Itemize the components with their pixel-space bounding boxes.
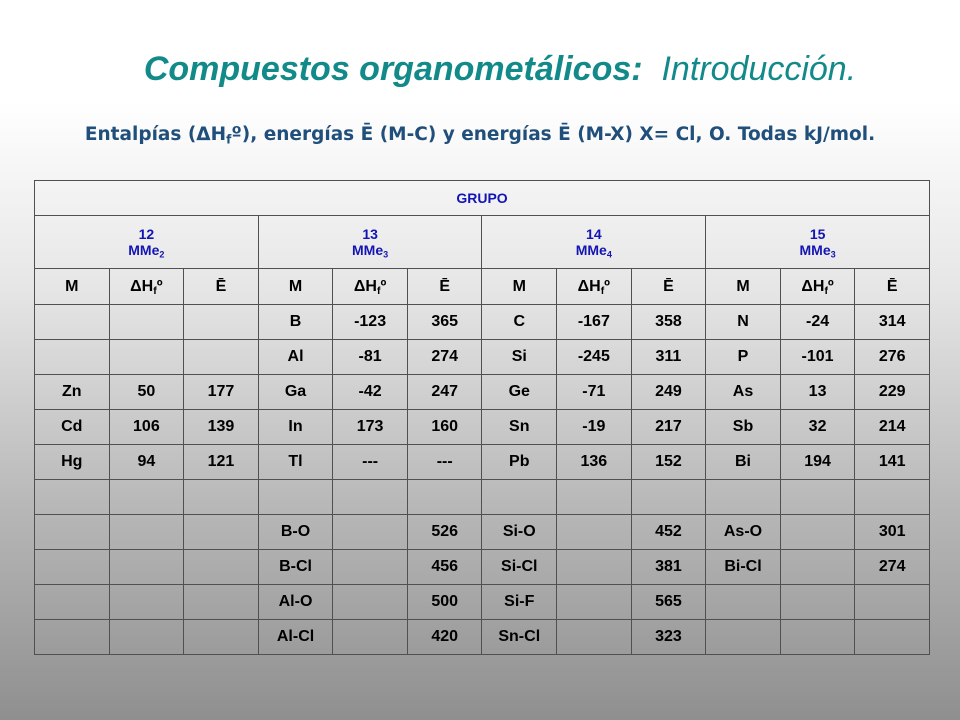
table-cell [258,480,333,515]
table-cell: Al-O [258,585,333,620]
table-cell: 173 [333,410,408,445]
table-cell: 311 [631,340,706,375]
table-cell: -71 [557,375,632,410]
col-label-enthalpy [333,269,408,305]
table-cell: -19 [557,410,632,445]
table-cell [557,480,632,515]
slide-title [0,48,960,90]
table-cell [109,515,184,550]
subtitle-sub-f: f [226,132,232,147]
table-cell: Sn [482,410,557,445]
table-cell: 136 [557,445,632,480]
table-cell [109,340,184,375]
table-cell: --- [407,445,482,480]
table-cell: In [258,410,333,445]
table-cell: Ge [482,375,557,410]
table-cell: -167 [557,305,632,340]
group-formula: MMe [799,242,831,258]
table-cell [780,585,855,620]
enthalpy-subscript: f [600,285,605,297]
col-label-metal: M [35,269,110,305]
group-cell [482,216,706,269]
group-number: 12 [138,226,155,242]
table-row [35,305,930,340]
table-cell: 229 [855,375,930,410]
group-formula: MMe [352,242,384,258]
table-cell: 276 [855,340,930,375]
group-cell [258,216,482,269]
table-cell: Hg [35,445,110,480]
table-cell: 249 [631,375,706,410]
column-label-row [35,269,930,305]
table-cell [35,620,110,655]
group-formula: MMe [575,242,607,258]
table-cell: Bi-Cl [706,550,781,585]
table-cell: 274 [407,340,482,375]
table-cell: P [706,340,781,375]
table-cell: Sb [706,410,781,445]
table-cell: N [706,305,781,340]
table-cell [333,585,408,620]
table-cell [780,515,855,550]
table-cell: 177 [184,375,259,410]
table-cell [184,480,259,515]
group-formula: MMe [128,242,160,258]
enthalpy-degree: º [156,277,163,295]
table-cell [855,480,930,515]
table-cell: C [482,305,557,340]
table-cell: -245 [557,340,632,375]
table-cell [184,550,259,585]
group-cell [35,216,259,269]
group-formula-subscript: 3 [830,249,836,260]
table-cell [855,585,930,620]
table-cell: Tl [258,445,333,480]
col-label-energy: Ē [407,269,482,305]
group-number: 15 [809,226,826,242]
enthalpy-symbol: ΔH [130,277,154,295]
table-header-row [35,181,930,216]
table-cell: 94 [109,445,184,480]
table-cell [557,620,632,655]
table-cell [109,305,184,340]
table-cell: 323 [631,620,706,655]
table-cell [109,550,184,585]
table-cell: Pb [482,445,557,480]
subtitle-part2: º), energías Ē (M-C) y energías Ē (M-X) X= Cl, O. Todas kJ/mol. [231,124,876,145]
table-cell: Sn-Cl [482,620,557,655]
table-cell [631,480,706,515]
table-cell: Bi [706,445,781,480]
table-body [35,181,930,655]
table-cell: B-O [258,515,333,550]
group-number: 13 [362,226,378,242]
table-cell: 500 [407,585,482,620]
enthalpy-subscript: f [376,285,381,297]
table-cell: 381 [631,550,706,585]
table-cell: Al [258,340,333,375]
organometallic-data-table [34,180,930,655]
title-secondary: Introducción [661,50,847,88]
table-cell: 314 [855,305,930,340]
col-label-energy: Ē [184,269,259,305]
table-cell: 141 [855,445,930,480]
table-cell: Ga [258,375,333,410]
table-cell [482,480,557,515]
enthalpy-symbol: ΔH [801,277,825,295]
table-cell [109,620,184,655]
table-cell: 358 [631,305,706,340]
table-cell [706,620,781,655]
table-cell: 452 [631,515,706,550]
table-cell [35,515,110,550]
enthalpy-degree: º [604,277,611,295]
table-cell: Al-Cl [258,620,333,655]
table-cell [706,585,781,620]
table-row [35,550,930,585]
table-row [35,620,930,655]
table-cell: 152 [631,445,706,480]
table-cell [109,480,184,515]
table-cell: 214 [855,410,930,445]
table-cell [35,585,110,620]
group-formula-subscript: 3 [383,249,389,260]
table-cell [407,480,482,515]
table-cell [35,305,110,340]
slide-subtitle [0,124,960,145]
table-cell [35,550,110,585]
table-cell: --- [333,445,408,480]
table-cell [333,480,408,515]
table-cell [184,340,259,375]
subtitle-part1: Entalpías (ΔH [84,124,227,145]
table-cell [35,340,110,375]
table-cell: 217 [631,410,706,445]
table-cell: 160 [407,410,482,445]
table-cell: 274 [855,550,930,585]
table-row [35,375,930,410]
table-row [35,585,930,620]
table-cell: 526 [407,515,482,550]
table-cell [35,480,110,515]
table-cell: -42 [333,375,408,410]
table-cell: 106 [109,410,184,445]
table-cell: 50 [109,375,184,410]
table-cell [184,515,259,550]
table-cell [557,550,632,585]
col-label-enthalpy [780,269,855,305]
table-cell [557,585,632,620]
table-row [35,445,930,480]
table-cell [109,585,184,620]
table-cell [184,620,259,655]
table-cell [333,620,408,655]
table-cell: 365 [407,305,482,340]
group-cell [706,216,930,269]
table-cell [557,515,632,550]
table-cell: -24 [780,305,855,340]
table-cell: Zn [35,375,110,410]
enthalpy-symbol: ΔH [353,277,377,295]
col-label-energy: Ē [631,269,706,305]
table-cell [184,305,259,340]
group-formula-subscript: 4 [606,249,612,260]
table-cell: 247 [407,375,482,410]
table-row [35,340,930,375]
group-number: 14 [586,226,602,242]
enthalpy-degree: º [827,277,834,295]
enthalpy-subscript: f [153,285,157,297]
col-label-enthalpy [557,269,632,305]
enthalpy-subscript: f [824,285,828,297]
table-cell: -101 [780,340,855,375]
table-cell: Si [482,340,557,375]
group-formula-subscript: 2 [159,249,165,260]
table-cell: 32 [780,410,855,445]
col-label-metal: M [258,269,333,305]
table-cell: As [706,375,781,410]
table-cell: As-O [706,515,781,550]
table-cell [780,620,855,655]
table-cell [780,480,855,515]
table-row [35,410,930,445]
title-dot: . [846,50,857,88]
table-cell: Si-O [482,515,557,550]
table-cell: -81 [333,340,408,375]
table-cell: -123 [333,305,408,340]
table-cell: Si-F [482,585,557,620]
table-cell: Cd [35,410,110,445]
grupo-header: GRUPO [35,181,930,216]
table-cell [184,585,259,620]
col-label-energy: Ē [855,269,930,305]
table-cell: 420 [407,620,482,655]
table-cell: Si-Cl [482,550,557,585]
table-cell: 456 [407,550,482,585]
table-row [35,515,930,550]
table-cell: B-Cl [258,550,333,585]
title-main: Compuestos organometálicos: [143,50,643,88]
col-label-enthalpy [109,269,184,305]
table-cell [333,515,408,550]
table-cell: 139 [184,410,259,445]
table-cell [706,480,781,515]
table-cell: 194 [780,445,855,480]
table-cell: 565 [631,585,706,620]
enthalpy-degree: º [380,277,387,295]
table-cell: 121 [184,445,259,480]
group-row [35,216,930,269]
table-row [35,480,930,515]
table-cell [333,550,408,585]
col-label-metal: M [482,269,557,305]
col-label-metal: M [706,269,781,305]
enthalpy-symbol: ΔH [577,277,601,295]
table-cell: B [258,305,333,340]
table-cell [780,550,855,585]
table-cell: 301 [855,515,930,550]
table-cell: 13 [780,375,855,410]
table-cell [855,620,930,655]
